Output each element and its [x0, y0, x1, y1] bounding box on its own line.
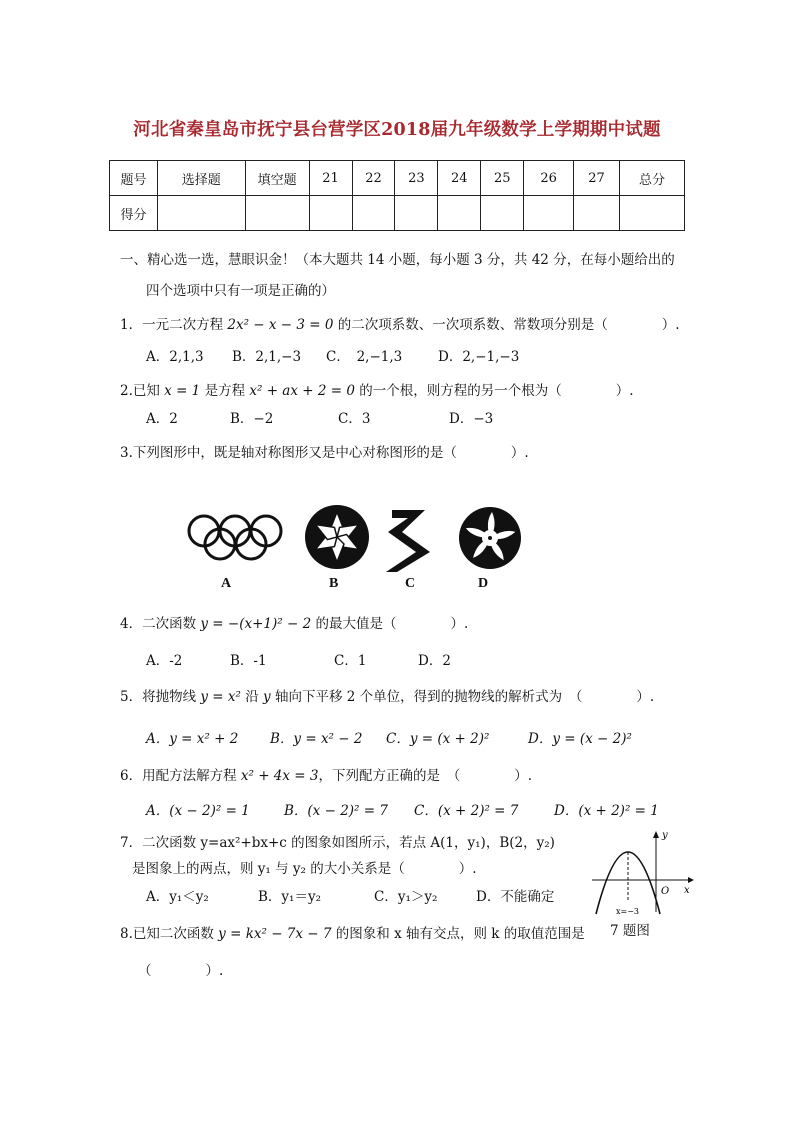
question-1-prefix: 1．一元二次方程 — [120, 317, 228, 333]
score-cell — [245, 196, 309, 231]
score-header-row — [110, 161, 685, 196]
question-6-equation: x² + 4x = 3 — [240, 768, 319, 784]
header-cell: 24 — [438, 161, 481, 196]
option-c[interactable]: C． 2,−1,3 — [326, 349, 403, 365]
question-4 — [120, 615, 468, 633]
option-b[interactable]: B．−2 — [230, 411, 274, 427]
question-4-suffix: 的最大值是（ ）. — [311, 616, 469, 632]
header-cell: 25 — [481, 161, 524, 196]
score-cell — [481, 196, 524, 231]
option-d[interactable]: D．(x + 2)² = 1 — [554, 803, 659, 819]
question-2-prefix: 2.已知 — [120, 383, 165, 399]
option-a[interactable]: A．y₁＜y₂ — [146, 889, 209, 905]
question-3: 3.下列图形中，既是轴对称图形又是中心对称图形的是（ ）. — [120, 445, 529, 461]
question-1-equation: 2x² − x − 3 = 0 — [227, 317, 334, 333]
option-d[interactable]: D．2,−1,−3 — [438, 349, 520, 365]
score-value-row — [110, 196, 685, 231]
figure-b-star[interactable] — [305, 505, 369, 569]
row-label: 得分 — [110, 196, 158, 231]
score-cell — [438, 196, 481, 231]
question-7-graph — [588, 826, 698, 918]
figure-d-label: D — [478, 576, 489, 591]
question-8-equation: y = kx² − 7x − 7 — [218, 926, 332, 942]
score-cell — [620, 196, 685, 231]
score-cell — [309, 196, 352, 231]
question-6-prefix: 6．用配方法解方程 — [120, 768, 241, 784]
score-cell — [395, 196, 438, 231]
question-7-line1: 7．二次函数 y=ax²+bx+c 的图象如图所示，若点 A(1，y₁)，B(2，y₂) — [120, 835, 555, 851]
question-8-blank: （ ）. — [138, 963, 224, 979]
figure-a-rings[interactable] — [189, 516, 281, 559]
question-8 — [120, 925, 585, 943]
option-d[interactable]: D．2 — [418, 653, 451, 669]
question-5-suffix: 轴向下平移 2 个单位，得到的抛物线的解析式为 （ ）. — [270, 689, 655, 705]
option-c[interactable]: C．1 — [334, 653, 367, 669]
header-cell: 27 — [574, 161, 620, 196]
question-2-eq2: x² + ax + 2 = 0 — [249, 383, 355, 399]
question-8-suffix: 的图象和 x 轴有交点，则 k 的取值范围是 — [331, 926, 585, 942]
section-heading-cont: 四个选项中只有一项是正确的） — [146, 283, 335, 299]
question-1 — [120, 316, 680, 334]
option-c[interactable]: C．y₁＞y₂ — [374, 889, 438, 905]
option-a[interactable]: A．-2 — [146, 653, 183, 669]
question-7-options — [146, 888, 566, 906]
question-5-options — [146, 730, 666, 750]
question-4-options — [146, 652, 666, 670]
header-cell: 21 — [309, 161, 352, 196]
question-5 — [120, 688, 654, 706]
header-cell: 23 — [395, 161, 438, 196]
option-b[interactable]: B．y = x² − 2 — [270, 731, 363, 747]
option-a[interactable]: A．y = x² + 2 — [146, 731, 239, 747]
option-a[interactable]: A．2 — [146, 411, 178, 427]
figure-c-s-logo[interactable] — [386, 510, 430, 572]
question-2-options — [146, 410, 666, 428]
question-7-line2: 是图象上的两点，则 y₁ 与 y₂ 的大小关系是（ ）. — [132, 861, 477, 877]
question-5-prefix: 5．将抛物线 — [120, 689, 201, 705]
figure-d-pinwheel[interactable] — [459, 507, 521, 569]
option-a[interactable]: A．(x − 2)² = 1 — [146, 803, 250, 819]
header-cell: 26 — [524, 161, 574, 196]
figure-c-label: C — [405, 576, 416, 591]
header-cell: 22 — [352, 161, 395, 196]
option-c[interactable]: C．(x + 2)² = 7 — [414, 803, 519, 819]
option-c[interactable]: C．3 — [338, 411, 371, 427]
header-cell: 填空题 — [245, 161, 309, 196]
option-b[interactable]: B．-1 — [230, 653, 267, 669]
score-cell — [574, 196, 620, 231]
score-cell — [157, 196, 245, 231]
question-2 — [120, 382, 634, 400]
y-axis-label: y — [662, 830, 668, 841]
question-1-options — [146, 348, 666, 366]
origin-label: O — [661, 886, 670, 897]
figure-b-label: B — [329, 576, 339, 591]
question-7-graph-caption: 7 题图 — [610, 923, 650, 939]
question-1-suffix: 的二次项系数、一次项系数、常数项分别是（ ）. — [333, 317, 680, 333]
option-d[interactable]: D．y = (x − 2)² — [528, 731, 632, 747]
vertex-x-label: x=−3 — [616, 907, 640, 916]
question-2-suffix: 的一个根，则方程的另一个根为（ ）. — [354, 383, 634, 399]
figure-a-label: A — [221, 576, 232, 591]
question-4-equation: y = −(x+1)² − 2 — [200, 616, 312, 632]
question-6-suffix: ，下列配方正确的是 （ ）. — [318, 768, 533, 784]
section-heading: 一、精心选一选，慧眼识金！（本大题共 14 小题，每小题 3 分，共 42 分，在每小题给出的 — [120, 252, 675, 268]
question-4-prefix: 4．二次函数 — [120, 616, 201, 632]
score-cell — [524, 196, 574, 231]
question-8-prefix: 8.已知二次函数 — [120, 926, 219, 942]
question-2-eq1: x = 1 — [164, 383, 201, 399]
question-6-options — [146, 802, 686, 822]
option-c[interactable]: C．y = (x + 2)² — [386, 731, 490, 747]
question-6 — [120, 767, 532, 785]
question-5-eq: y = x² — [200, 689, 241, 705]
page-title: 河北省秦皇岛市抚宁县台营学区2018届九年级数学上学期期中试题 — [133, 120, 661, 140]
header-cell: 题号 — [110, 161, 158, 196]
x-axis-label: x — [684, 885, 690, 896]
option-a[interactable]: A．2,1,3 — [146, 349, 204, 365]
y-axis-arrow — [653, 831, 659, 838]
option-b[interactable]: B．y₁＝y₂ — [258, 889, 321, 905]
option-b[interactable]: B．2,1,−3 — [232, 349, 302, 365]
header-cell: 选择题 — [157, 161, 245, 196]
question-2-mid: 是方程 — [200, 383, 250, 399]
option-d[interactable]: D．−3 — [449, 411, 494, 427]
option-b[interactable]: B．(x − 2)² = 7 — [284, 803, 388, 819]
option-d[interactable]: D．不能确定 — [476, 889, 555, 905]
question-5-mid: 沿 — [240, 689, 264, 705]
x-axis-arrow — [688, 877, 694, 883]
question-5-var: y — [263, 689, 271, 705]
header-cell: 总分 — [620, 161, 685, 196]
score-table — [109, 160, 685, 231]
score-cell — [352, 196, 395, 231]
